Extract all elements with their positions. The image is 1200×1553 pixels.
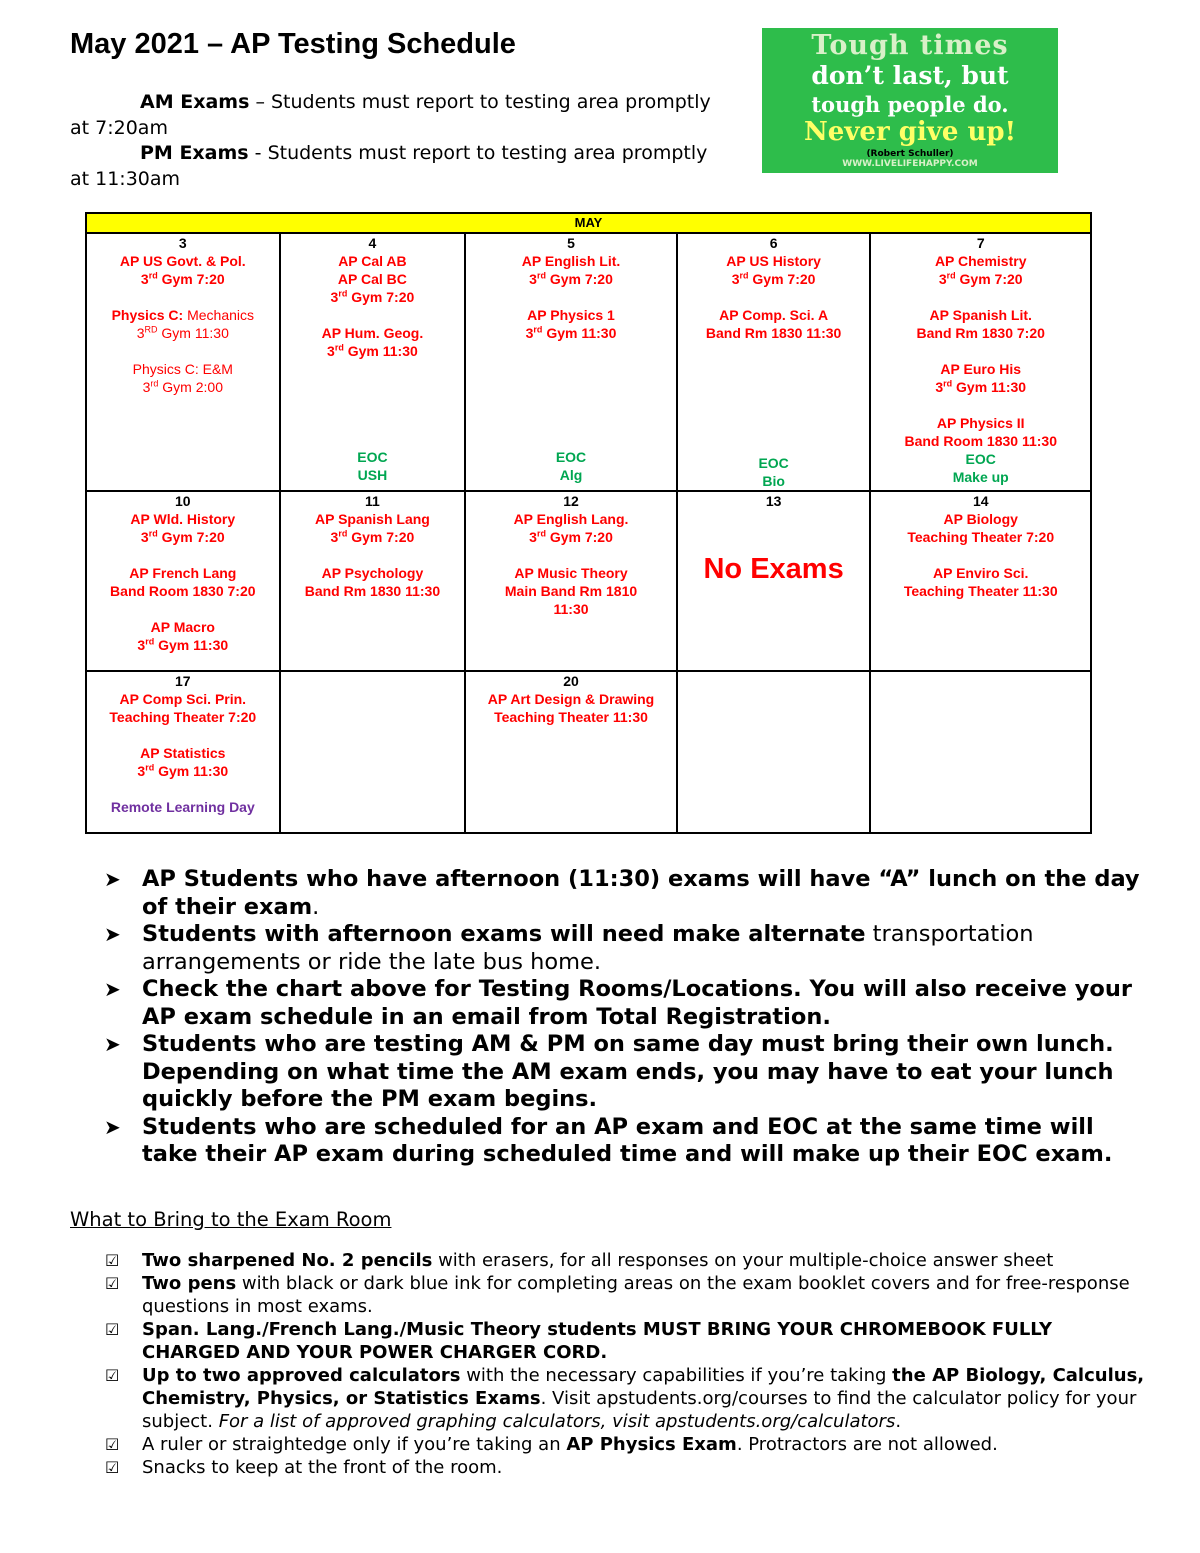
day-number: 7	[976, 235, 985, 251]
day-cell: 6 AP US History 3rd Gym 7:20 AP Comp. Sci. A Band Rm 1830 11:30 EOC Bio	[677, 233, 871, 491]
exam-location: Gym 7:20	[752, 271, 816, 287]
exam-name: AP Statistics	[140, 745, 226, 761]
exam-name: AP Hum. Geog.	[321, 325, 424, 341]
exam-name: AP Music Theory	[514, 565, 628, 581]
bring-item: ☑ Two pens with black or dark blue ink for completing areas on the exam booklet covers and for free-response questions in most exams.	[105, 1273, 1130, 1317]
eoc-subject: Alg	[559, 467, 583, 483]
bring-item: ☑ Two sharpened No. 2 pencils with erasers, for all responses on your multiple-choice answer sheet	[105, 1250, 1054, 1271]
exam-name: AP Cal BC	[337, 271, 407, 287]
day-cell	[677, 491, 871, 671]
day-number: 3	[178, 235, 187, 251]
exam-location: Gym 11:30	[546, 325, 617, 341]
day-cell	[465, 671, 677, 833]
day-number: 11	[365, 493, 380, 509]
exam-location: Gym 11:30	[158, 637, 229, 653]
am-label: AM Exams	[140, 91, 250, 113]
checkbox-icon: ☑	[105, 1435, 120, 1454]
day-cell: 12 AP English Lang. 3rd Gym 7:20 AP Music Theory Main Band Rm 1810 11:30	[465, 491, 677, 671]
day-number: 17	[175, 673, 191, 689]
exam-name: AP Cal AB	[338, 253, 407, 269]
week-row	[86, 491, 1091, 671]
arrow-bullet-icon: ➤	[104, 1114, 121, 1139]
exam-name: AP Spanish Lit.	[929, 307, 1032, 323]
exam-location: Gym 7:20	[161, 529, 225, 545]
exam-name: AP US Govt. & Pol.	[119, 253, 246, 269]
exam-location: Gym 11:30	[956, 379, 1027, 395]
exam-name: AP Comp. Sci. A	[719, 307, 829, 323]
day-number: 20	[563, 673, 579, 689]
exam-calendar	[85, 212, 1092, 834]
eoc-label: EOC	[758, 455, 789, 471]
exam-name: AP Comp Sci. Prin.	[119, 691, 247, 707]
exam-location: Gym 7:20	[549, 271, 613, 287]
exam-name: AP Euro His	[940, 361, 1022, 377]
pm-text: - Students must report to testing area promptly at 11:30am	[70, 142, 708, 190]
exam-name: Physics C: E&M	[132, 361, 233, 377]
arrow-bullet-icon: ➤	[104, 977, 121, 1001]
arrow-bullet-icon: ➤	[104, 1032, 121, 1056]
instruction-item: ➤ Students with afternoon exams will need make alternate transportation arrangements or ride the late bus home.	[104, 921, 1034, 975]
eoc-label: EOC	[965, 451, 996, 467]
bring-item: ☑ Up to two approved calculators with the necessary capabilities if you’re taking the AP Biology, Calculus, Chemistry, Physics, or Statistics Exams. Visit apstudents.org/courses to find the calculator policy for your subject. For a list of approved graphing calculators, visit apstudents.org/calculators.	[105, 1365, 1145, 1432]
exam-name: AP English Lit.	[521, 253, 621, 269]
checkbox-icon: ☑	[105, 1274, 120, 1293]
checkbox-icon: ☑	[105, 1458, 120, 1477]
report-times	[70, 90, 730, 192]
day-cell	[870, 491, 1091, 671]
am-text: – Students must report to testing area promptly at 7:20am	[70, 91, 711, 139]
exam-location: Teaching Theater 11:30	[903, 583, 1058, 599]
instruction-item: ➤ Check the chart above for Testing Rooms/Locations. You will also receive your AP exam schedule in an email from Total Registration.	[104, 976, 1132, 1030]
exam-name: AP Wld. History	[130, 511, 236, 527]
exam-location: Gym 7:20	[351, 289, 415, 305]
day-cell: 7 AP Chemistry 3rd Gym 7:20 AP Spanish Lit. Band Rm 1830 7:20 AP Euro His 3rd Gym 11:30 AP Physics II Band Room 1830 11:30 EOC Make up	[870, 233, 1091, 491]
pm-label: PM Exams	[140, 142, 249, 164]
day-cell: 4 AP Cal AB AP Cal BC 3rd Gym 7:20 AP Hum. Geog. 3rd Gym 11:30 EOC USH	[280, 233, 466, 491]
exam-location: Gym 11:30	[158, 763, 229, 779]
day-number: 5	[567, 235, 575, 251]
eoc-subject: Make up	[952, 469, 1009, 485]
day-cell: 5 AP English Lit. 3rd Gym 7:20 AP Physics 1 3rd Gym 11:30 EOC Alg	[465, 233, 677, 491]
banner-line: Never give up!	[804, 117, 1016, 147]
what-to-bring-list	[105, 1249, 1145, 1479]
eoc-subject: Bio	[762, 473, 785, 489]
exam-time: 11:30	[553, 601, 589, 617]
banner-line: tough people do.	[811, 92, 1009, 117]
day-number: 12	[563, 493, 579, 509]
bring-item: ☑ Snacks to keep at the front of the room.	[105, 1457, 503, 1478]
week-row	[86, 233, 1091, 491]
day-cell: 10 AP Wld. History 3rd Gym 7:20 AP French Lang Band Room 1830 7:20 AP Macro 3rd Gym 11:30	[86, 491, 280, 671]
exam-name: AP Physics II	[936, 415, 1025, 431]
exam-location: Band Rm 1830 11:30	[705, 325, 842, 341]
instruction-item: ➤ AP Students who have afternoon (11:30) exams will have “A” lunch on the day of their exam.	[104, 866, 1140, 920]
banner-line: don’t last, but	[811, 61, 1009, 90]
week-row	[86, 671, 1091, 833]
exam-location: Band Room 1830 7:20	[110, 583, 256, 599]
exam-name: AP Enviro Sci.	[933, 565, 1029, 581]
eoc-label: EOC	[357, 449, 388, 465]
checkbox-icon: ☑	[105, 1251, 120, 1270]
instruction-item: ➤ Students who are scheduled for an AP exam and EOC at the same time will take their AP exam during scheduled time and will make up their EOC exam.	[104, 1113, 1113, 1167]
eoc-label: EOC	[555, 449, 587, 465]
no-exams-note: No Exams	[703, 553, 844, 585]
eoc-subject: USH	[357, 467, 388, 483]
banner-line: Tough times	[811, 30, 1009, 61]
exam-location: Gym 11:30	[161, 325, 229, 341]
exam-location: Band Rm 1830 11:30	[304, 583, 441, 599]
exam-location: Main Band Rm 1810	[504, 583, 638, 599]
day-number: 13	[765, 493, 782, 509]
exam-name: AP English Lang.	[513, 511, 629, 527]
exam-location: Teaching Theater 7:20	[109, 709, 257, 725]
exam-name: AP Biology	[943, 511, 1018, 527]
checkbox-icon: ☑	[105, 1320, 120, 1339]
exam-name: AP Physics 1	[527, 307, 615, 323]
day-cell: 11 AP Spanish Lang 3rd Gym 7:20 AP Psychology Band Rm 1830 11:30	[280, 491, 466, 671]
instructions-list	[100, 866, 1150, 1169]
remote-learning-note: Remote Learning Day	[110, 799, 255, 815]
day-cell: 17 AP Comp Sci. Prin. Teaching Theater 7:20 AP Statistics 3rd Gym 11:30 Remote Learning Day	[86, 671, 280, 833]
month-header	[86, 213, 1091, 233]
exam-location: Band Rm 1830 7:20	[916, 325, 1045, 341]
page-title: May 2021 – AP Testing Schedule	[70, 28, 516, 60]
exam-name: AP Chemistry	[934, 253, 1027, 269]
exam-location: Teaching Theater 7:20	[907, 529, 1055, 545]
bring-item: ☑ A ruler or straightedge only if you’re taking an AP Physics Exam. Protractors are not allowed.	[105, 1434, 998, 1455]
day-number: 4	[368, 235, 377, 251]
exam-location: Gym 7:20	[959, 271, 1023, 287]
exam-name: Mechanics	[187, 307, 254, 323]
exam-name: AP US History	[726, 253, 821, 269]
exam-name: AP Psychology	[321, 565, 424, 581]
arrow-bullet-icon: ➤	[104, 867, 121, 891]
month-label: MAY	[86, 213, 1091, 233]
day-cell-empty	[870, 671, 1091, 833]
instruction-item: ➤ Students who are testing AM & PM on same day must bring their own lunch. Depending on what time the AM exam ends, you may have to eat your lunch quickly before the PM exam begins.	[104, 1031, 1114, 1112]
day-cell-empty	[280, 671, 466, 833]
day-number: 14	[972, 493, 989, 509]
day-number: 10	[175, 493, 191, 509]
banner-url: WWW.LIVELIFEHAPPY.COM	[842, 159, 978, 169]
exam-location: Gym 11:30	[347, 343, 418, 359]
checkbox-icon: ☑	[105, 1366, 120, 1385]
banner-credit: (Robert Schuller)	[866, 149, 954, 159]
day-number: 6	[769, 235, 778, 251]
what-to-bring-heading: What to Bring to the Exam Room	[70, 1208, 392, 1231]
exam-name: Physics C:	[111, 307, 184, 323]
bring-item: ☑ Span. Lang./French Lang./Music Theory students MUST BRING YOUR CHROMEBOOK FULLY CHARGED AND YOUR POWER CHARGER CORD.	[105, 1319, 1053, 1363]
exam-location: Gym 7:20	[351, 529, 415, 545]
exam-location: Band Room 1830 11:30	[904, 433, 1057, 449]
day-cell: 3 AP US Govt. & Pol. 3rd Gym 7:20 Physics C: Mechanics 3RD Gym 11:30 Physics C: E&M 3rd Gym 2:00	[86, 233, 280, 491]
exam-name: AP Macro	[150, 619, 215, 635]
arrow-bullet-icon: ➤	[104, 922, 121, 946]
day-cell-empty	[677, 671, 871, 833]
exam-location: Gym 2:00	[162, 379, 223, 395]
exam-name: AP Spanish Lang	[314, 511, 430, 527]
exam-location: Teaching Theater 11:30	[494, 709, 648, 725]
exam-name: AP French Lang	[129, 565, 237, 581]
exam-location: Gym 7:20	[161, 271, 225, 287]
motivational-banner	[762, 28, 1058, 173]
exam-name: AP Art Design & Drawing	[487, 691, 655, 707]
exam-location: Gym 7:20	[549, 529, 613, 545]
